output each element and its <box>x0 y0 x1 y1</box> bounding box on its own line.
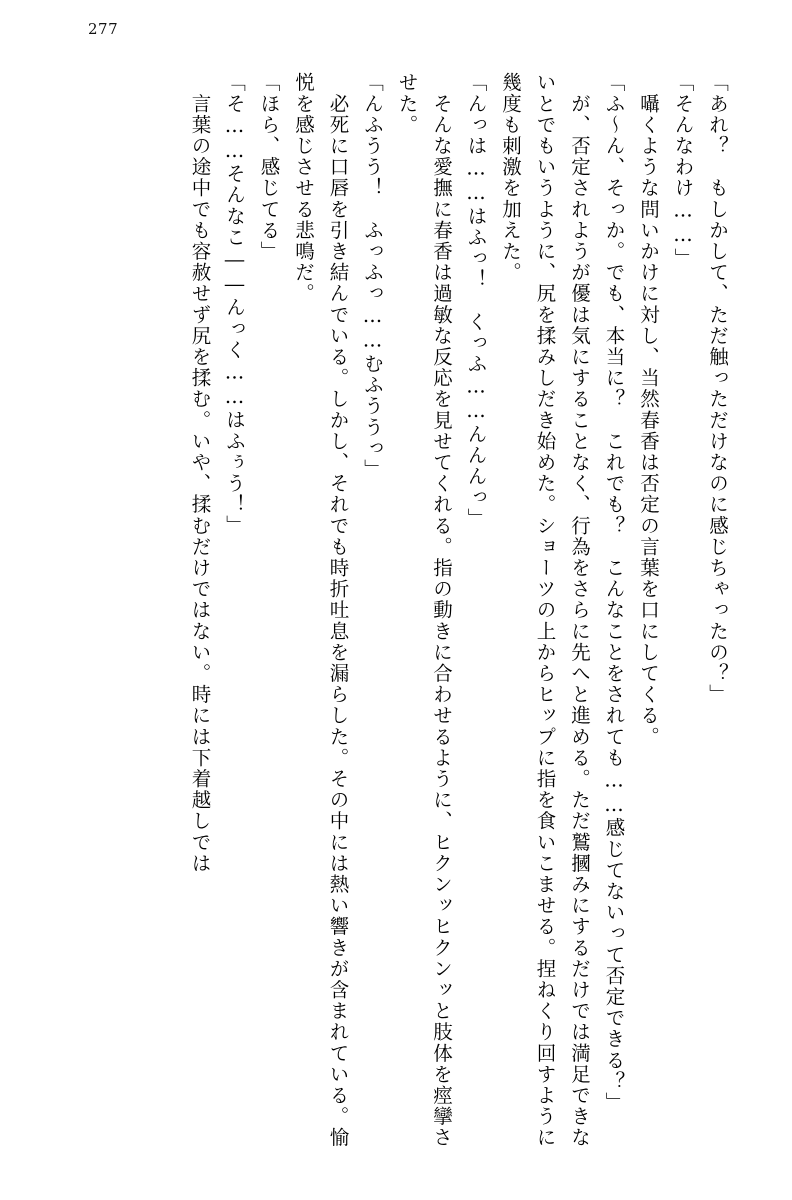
paragraph: そんな愛撫に春香は過敏な反応を見せてくれる。指の動きに合わせるように、ヒクンッヒクンッと肢体を痙攣させた。 <box>395 72 453 1149</box>
paragraph: 「ふ～ん、そっか。でも、本当に？ これでも？ こんなことをされても……感じてないって否定できる？」 <box>602 72 626 1113</box>
page-number: 277 <box>88 20 119 38</box>
paragraph: 「んっは……はふっ！ くっふ……んんんっ」 <box>464 72 488 530</box>
paragraph: 囁くような問いかけに対し、当然春香は否定の言葉を口にしてくる。 <box>637 72 660 748</box>
vertical-text-body <box>94 72 734 1152</box>
paragraph: 「んふうう！ ふっふっ……むふううっ」 <box>361 72 384 480</box>
paragraph: 必死に口唇を引き結んでいる。しかし、それでも時折吐息を漏らした。その中には熱い響きが含まれている。愉悦を感じさせる悲鳴だ。 <box>292 72 350 1149</box>
paragraph: が、否定されようが優は気にすることなく、行為をさらに先へと進める。ただ鷲摑みにするだけでは満足できないとでもいうように、尻を揉みしだき始めた。ショーツの上からヒップに指を食いこませる。捏ねくり回すように幾度も刺激を加えた。 <box>499 72 591 1149</box>
paragraph: 「あれ？ もしかして、ただ触っただけなのに感じちゃったの？」 <box>706 72 729 705</box>
paragraph: 言葉の途中でも容赦せず尻を揉む。いや、揉むだけではない。時には下着越しでは <box>188 72 212 874</box>
paragraph: 「そんなわけ……」 <box>671 72 695 269</box>
paragraph: 「ほら、感じてる」 <box>257 72 281 262</box>
paragraph: 「そ……そんなこ――んっく……はふぅう！」 <box>223 72 246 537</box>
